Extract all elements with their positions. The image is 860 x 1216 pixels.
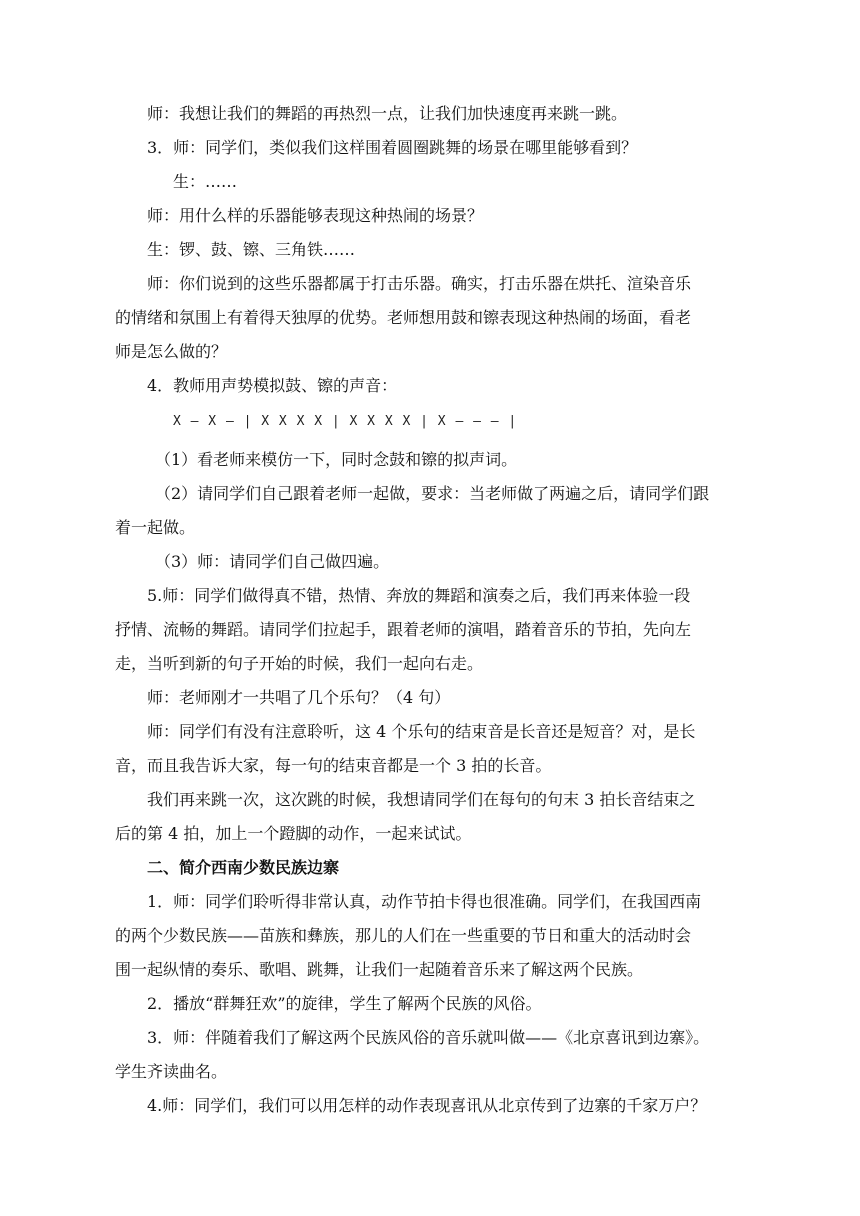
text-line: 我们再来跳一次，这次跳的时候，我想请同学们在每句的句末 3 拍长音结束之 xyxy=(147,790,696,809)
paragraph xyxy=(115,369,787,403)
paragraph xyxy=(115,443,795,477)
section-heading xyxy=(115,851,787,885)
paragraph xyxy=(115,681,787,715)
text-line: 走，当听到新的句子开始的时候，我们一起向右走。 xyxy=(115,654,484,673)
paragraph xyxy=(115,783,755,851)
text-line: 师：同学们有没有注意聆听，这 4 个乐句的结束音是长音还是短音？对，是长 xyxy=(147,722,696,741)
text-line: 4.师：同学们，我们可以用怎样的动作表现喜讯从北京传到了边寨的千家万户？ xyxy=(147,1096,707,1115)
text-line: 5.师：同学们做得真不错，热情、奔放的舞蹈和演奏之后，我们再来体验一段 xyxy=(147,586,691,605)
paragraph xyxy=(115,267,755,369)
text-line: 3．师：同学们，类似我们这样围着圆圈跳舞的场景在哪里能够看到？ xyxy=(147,138,638,157)
text-line: 着一起做。 xyxy=(115,518,196,537)
paragraph xyxy=(115,545,795,579)
paragraph xyxy=(115,199,787,233)
text-line: 生：…… xyxy=(173,172,238,191)
text-line: 音，而且我告诉大家，每一句的结束音都是一个 3 拍的长音。 xyxy=(115,756,552,775)
text-line: 的情绪和氛围上有着得天独厚的优势。老师想用鼓和镲表现这种热闹的场面，看老 xyxy=(115,308,692,327)
paragraph xyxy=(115,579,755,681)
paragraph xyxy=(115,233,787,267)
paragraph xyxy=(115,477,755,545)
text-line: 生：锣、鼓、镲、三角铁…… xyxy=(147,240,356,259)
text-line: 3．师：伴随着我们了解这两个民族风俗的音乐就叫做——《北京喜讯到边寨》。 xyxy=(147,1028,710,1047)
paragraph xyxy=(115,715,755,783)
text-line: 二、简介西南少数民族边寨 xyxy=(147,858,340,877)
text-line: 后的第 4 拍，加上一个蹬脚的动作，一起来试试。 xyxy=(115,824,472,843)
text-line: 师是怎么做的？ xyxy=(115,342,228,361)
text-line: 围一起纵情的奏乐、歌唱、跳舞，让我们一起随着音乐来了解这两个民族。 xyxy=(115,960,644,979)
paragraph xyxy=(115,987,787,1021)
rhythm-notation xyxy=(115,405,813,439)
paragraph xyxy=(115,885,755,987)
text-line: 的两个少数民族——苗族和彝族，那儿的人们在一些重要的节日和重大的活动时会 xyxy=(115,926,692,945)
text-line: 2．播放“群舞狂欢”的旋律，学生了解两个民族的风俗。 xyxy=(147,994,542,1013)
paragraph xyxy=(115,1021,755,1089)
text-line: 1．师：同学们聆听得非常认真，动作节拍卡得也很准确。同学们，在我国西南 xyxy=(147,892,702,911)
text-line: （2）请同学们自己跟着老师一起做，要求：当老师做了两遍之后，请同学们跟 xyxy=(155,484,710,503)
text-line: 学生齐读曲名。 xyxy=(115,1062,228,1081)
text-line: 师：你们说到的这些乐器都属于打击乐器。确实，打击乐器在烘托、渲染音乐 xyxy=(147,274,692,293)
text-line: 师：用什么样的乐器能够表现这种热闹的场景？ xyxy=(147,206,484,225)
text-line: 师：老师刚才一共唱了几个乐句？（4 句） xyxy=(147,688,451,707)
text-line: X — X — | X X X X | X X X X | X — — — | xyxy=(173,414,518,429)
text-line: 师：我想让我们的舞蹈的再热烈一点，让我们加快速度再来跳一跳。 xyxy=(147,104,628,123)
paragraph xyxy=(115,1089,787,1123)
paragraph xyxy=(115,131,787,165)
text-line: 抒情、流畅的舞蹈。请同学们拉起手，跟着老师的演唱，踏着音乐的节拍，先向左 xyxy=(115,620,692,639)
text-line: （3）师：请同学们自己做四遍。 xyxy=(155,552,390,571)
paragraph xyxy=(115,165,813,199)
text-line: 4．教师用声势模拟鼓、镲的声音： xyxy=(147,376,398,395)
text-line: （1）看老师来模仿一下，同时念鼓和镲的拟声词。 xyxy=(155,450,518,469)
paragraph xyxy=(115,97,787,131)
